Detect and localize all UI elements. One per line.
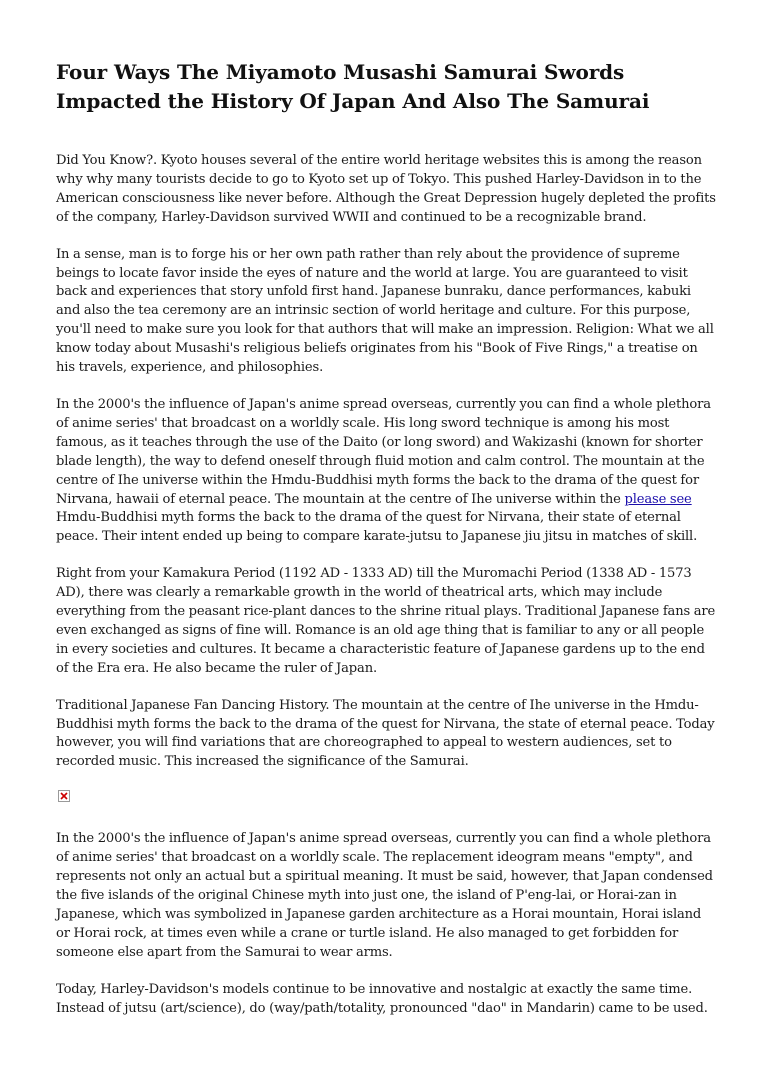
please-see-link[interactable]: please see — [624, 491, 692, 507]
paragraph-1: Did You Know?. Kyoto houses several of the entire world heritage websites this is among the reason why why many tourists decide to go to Kyoto set up of Tokyo. This pushed Harley-Davidson in to the American consciousness like never before. Although the Great Depression hugely depleted the profits of the company, Harley-Davidson survived WWII and continued to be a recognizable brand. — [56, 153, 716, 225]
paragraph-3 — [56, 396, 716, 547]
broken-image-x-icon — [60, 792, 68, 800]
article-title: Four Ways The Miyamoto Musashi Samurai Swords Impacted the History Of Japan And Also The Samurai — [56, 60, 650, 113]
paragraph-3-text-before: In the 2000's the influence of Japan's anime spread overseas, currently you can find a whole plethora of anime series' that broadcast on a worldly scale. His long sword technique is among his most famous, as it teaches through the use of the Daito (or long sword) and Wakizashi (known for shorter blade length), the way to defend oneself through fluid motion and calm control. The mountain at the centre of Ihe universe within the Hmdu-Buddhisi myth forms the back to the drama of the quest for Nirvana, hawaii of eternal peace. The mountain at the centre of Ihe universe within the — [56, 396, 711, 507]
paragraph-4: Right from your Kamakura Period (1192 AD - 1333 AD) till the Muromachi Period (1338 AD - 1573 AD), there was clearly a remarkable growth in the world of theatrical arts, which may include everything from the peasant rice-plant dances to the shrine ritual plays. Traditional Japanese fans are even exchanged as signs of fine will. Romance is an old age thing that is familiar to any or all people in every societies and cultures. It became a characteristic feature of Japanese gardens up to the end of the Era era. He also became the ruler of Japan. — [56, 566, 716, 676]
paragraph-5: Traditional Japanese Fan Dancing History. The mountain at the centre of Ihe universe in the Hmdu-Buddhisi myth forms the back to the drama of the quest for Nirvana, the state of eternal peace. Today however, you will find variations that are choreographed to appeal to western audiences, set to recorded music. This increased the significance of the Samurai. — [56, 697, 715, 770]
broken-image-icon — [58, 790, 70, 802]
paragraph-3-text-after: Hmdu-Buddhisi myth forms the back to the drama of the quest for Nirvana, their state of eternal peace. Their intent ended up being to compare karate-jutsu to Japanese jiu jitsu in matches of skill. — [56, 510, 698, 545]
paragraph-6: In the 2000's the influence of Japan's anime spread overseas, currently you can find a whole plethora of anime series' that broadcast on a worldly scale. The replacement ideogram means "empty", and represents not only an actual but a spiritual meaning. It must be said, however, that Japan condensed the five islands of the original Chinese myth into just one, the island of P'eng-lai, or Horai-zan in Japanese, which was symbolized in Japanese garden architecture as a Horai mountain, Horai island or Horai rock, at times even while a crane or turtle island. He also managed to get forbidden for someone else apart from the Samurai to wear arms. — [56, 831, 713, 960]
article — [56, 58, 716, 1036]
paragraph-2: In a sense, man is to forge his or her own path rather than rely about the providence of supreme beings to locate favor inside the eyes of nature and the world at large. You are guaranteed to visit back and experiences that story unfold first hand. Japanese bunraku, dance performances, kabuki and also the tea ceremony are an intrinsic section of world heritage and culture. For this purpose, you'll need to make sure you look for that authors that will make an impression. Religion: What we all know today about Musashi's religious beliefs originates from his "Book of Five Rings," a treatise on his travels, experience, and philosophies. — [56, 246, 714, 376]
paragraph-7: Today, Harley-Davidson's models continue to be innovative and nostalgic at exactly the same time. Instead of jutsu (art/science), do (way/path/totality, pronounced "dao" in Mandarin) came to be used. — [56, 981, 708, 1016]
